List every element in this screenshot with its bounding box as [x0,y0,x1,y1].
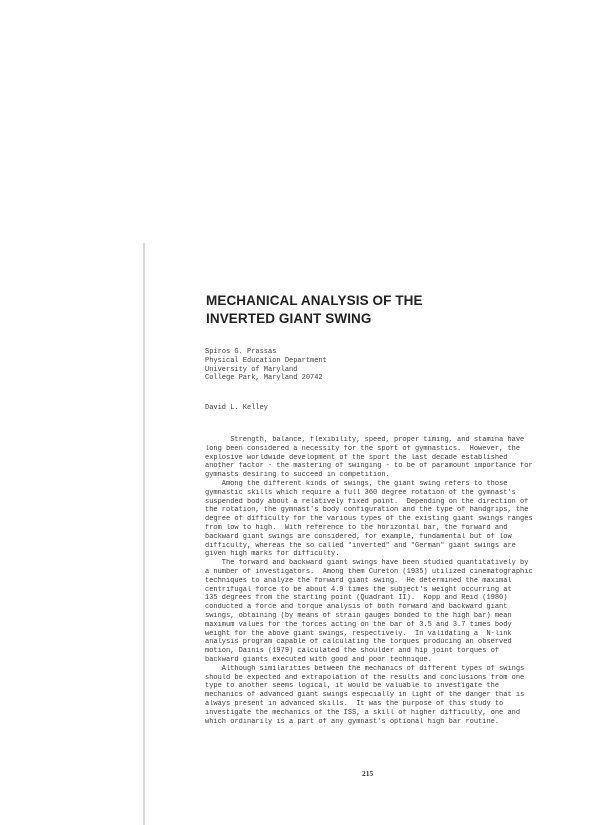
body-line: backward giant swings are considered, for example, fundamental but of low [205,532,512,541]
body-line: a number of investigators. Among them Cureton (1935) utilized cinematographic [205,567,533,576]
author-block-1 [205,348,327,383]
author-institution: University of Maryland [205,365,298,374]
author-location: College Park, Maryland 20742 [205,374,323,383]
author-name: Spiros G. Prassas [205,348,277,356]
body-line: centrifugal force to be about 4.9 times the subject's weight occurring at [205,585,512,594]
paper-title [206,292,423,328]
body-line: weight for the above giant swings, respectively. In validating a N-link [205,629,512,638]
body-line: gymnastic skills which require a full 360 degree rotation of the gymnast's [205,488,516,497]
body-line: conducted a force and torque analysis of both forward and backward giant [205,603,508,612]
body-line: Among the different kinds of swings, the giant swing refers to those [205,479,508,488]
body-line: long been considered a necessity for the sport of gymnastics. However, the [205,444,521,453]
body-line: investigate the mechanics of the ISS, a skill of higher difficulty, one and [205,708,521,717]
body-line: motion, Dainis (1979) calculated the shoulder and hip joint torques of [205,647,500,656]
paper-title-line-2: INVERTED GIANT SWING [206,311,372,326]
page-number: 215 [362,769,374,778]
body-line: backward giants executed with good and poor technique. [205,655,432,664]
body-text [205,436,597,726]
body-line: techniques to analyze the forward giant swing. He determined the maximal [205,576,512,585]
body-line: The forward and backward giant swings have been studied quantitatively by [205,559,529,568]
page-left-edge [143,243,145,825]
body-line: degree of difficulty for the various types of the existing giant swings ranges [205,515,533,524]
body-line: Strength, balance, flexibility, speed, proper timing, and stamina have [205,436,525,444]
body-line: suspended body about a relatively fixed point. Depending on the direction of [205,497,529,506]
body-line: should be expected and extrapolation of the results and conclusions from one [205,673,525,682]
body-line: gymnasts desiring to succeed in competition. [205,471,390,480]
body-line: explosive worldwide development of the sport the last decade established [205,453,508,462]
author-department: Physical Education Department [205,356,327,365]
body-line: swings, obtaining (by means of strain gauges bonded to the high bar) mean [205,611,512,620]
body-line: which ordinarily is a part of any gymnast's optional high bar routine. [205,717,500,726]
body-line: analysis program capable of calculating the torques producing an observed [205,638,512,647]
body-line: 135 degrees from the starting point (Quadrant II). Kopp and Reid (1980) [205,594,508,603]
body-line: the rotation, the gymnast's body configuration and the type of handgrips, the [205,506,529,515]
body-line: type to another seems logical, it would be valuable to investigate the [205,682,500,691]
body-line: given high marks for difficulty. [205,550,340,559]
body-line: difficulty, whereas the so called "inverted" and "German" giant swings are [205,541,516,550]
paper-title-line-1: MECHANICAL ANALYSIS OF THE [206,293,423,308]
body-line: always present in advanced skills. It was the purpose of this study to [205,699,504,708]
body-line: Although similarities between the mechanics of different types of swings [205,664,525,673]
body-line: another factor - the mastering of swinging - to be of paramount importance for [205,462,533,471]
body-line: maximum values for the forces acting on the bar of 3.5 and 3.7 times body [205,620,512,629]
author-name-2: David L. Kelley [205,404,269,412]
body-line: from low to high. With reference to the horizontal bar, the forward and [205,523,508,532]
body-line: mechanics of advanced giant swings especially in light of the danger that is [205,691,525,700]
